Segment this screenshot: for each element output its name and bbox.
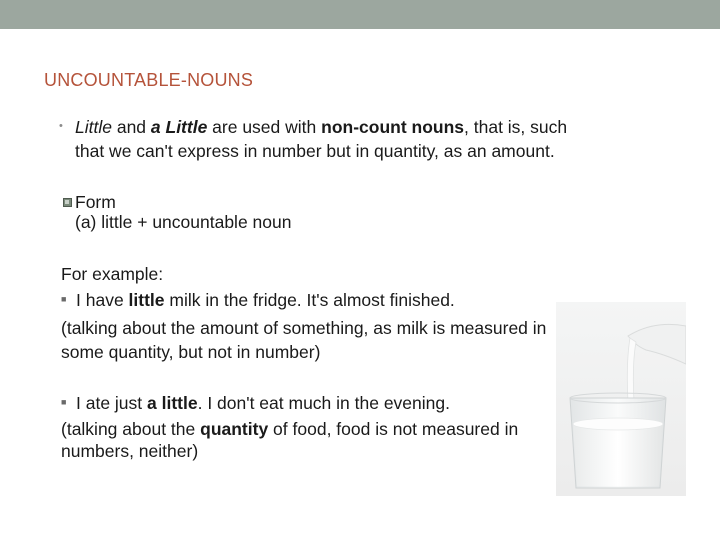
example-2-bold: a little [147,393,198,413]
example-2-sentence [76,391,450,415]
top-bar [0,0,720,29]
word-a-little: a Little [150,117,208,137]
example-2-expl-pre: (talking about the [61,419,201,439]
example-1-explanation-1: (talking about the amount of something, as milk is measured in [61,318,547,338]
example-1-sentence [76,288,455,312]
intro-line-1 [75,115,567,139]
example-1-explanation-2: some quantity, but not in number) [61,342,321,362]
intro-text-2: are used with [207,117,322,137]
example-1-bold: little [128,290,165,310]
example-2-expl-post: of food, food is not measured in [268,419,519,439]
example-2-explanation-1 [61,417,518,441]
intro-bullet: • [59,120,63,132]
checkbox-bullet-icon [63,198,73,208]
example-1-pre: I have [76,290,129,310]
square-bullet-icon: ■ [61,397,67,407]
example-2-pre: I ate just [76,393,148,413]
example-2-post: . I don't eat much in the evening. [197,393,450,413]
example-2-expl-bold: quantity [200,419,269,439]
form-heading: Form [75,192,116,212]
word-non-count-nouns: non-count nouns [321,117,465,137]
example-heading: For example: [61,264,164,284]
form-rule: (a) little + uncountable noun [75,212,292,232]
slide-title: UNCOUNTABLE-NOUNS [44,70,254,90]
square-bullet-icon: ■ [61,294,67,304]
word-little: Little [75,117,112,137]
example-1-post: milk in the fridge. It's almost finished. [164,290,455,310]
milk-glass-photo [556,302,686,496]
intro-text-1: and [111,117,151,137]
intro-line-2: that we can't express in number but in quantity, as an amount. [75,141,555,161]
example-2-explanation-2: numbers, neither) [61,441,199,461]
intro-text-3: , that is, such [464,117,568,137]
